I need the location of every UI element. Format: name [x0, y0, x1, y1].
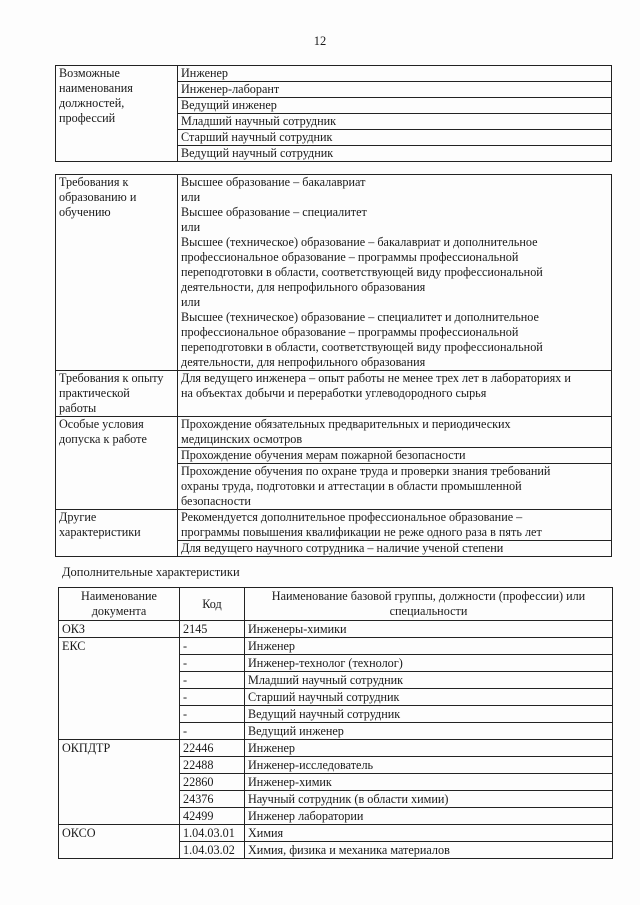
- additional-title: Дополнительные характеристики: [62, 565, 240, 579]
- value-line: Рекомендуется дополнительное профессиональное образование –: [181, 510, 523, 524]
- name-cell: Инженер-исследователь: [245, 757, 613, 774]
- value-line: программы повышения квалификации не реже одного раза в пять лет: [178, 525, 611, 541]
- value-line: Старший научный сотрудник: [178, 130, 611, 146]
- value-line: или: [181, 220, 201, 234]
- code-cell: -: [180, 723, 245, 740]
- row-value: [178, 371, 612, 417]
- value-line: или: [181, 190, 201, 204]
- name-cell: Химия, физика и механика материалов: [245, 842, 613, 859]
- code-cell: -: [180, 672, 245, 689]
- doc-cell: ОКСО: [59, 825, 180, 859]
- doc-cell: ОКПДТР: [59, 740, 180, 825]
- header-doc: [59, 588, 180, 621]
- code-cell: -: [180, 655, 245, 672]
- name-cell: Инженер лаборатории: [245, 808, 613, 825]
- table-row: [59, 621, 613, 638]
- key-line: должностей,: [59, 96, 125, 110]
- key-line: работы: [59, 401, 97, 415]
- key-line: Требования к опыту: [59, 371, 164, 385]
- value-line: профессиональное образование – программы профессиональной: [181, 325, 519, 339]
- key-line: наименования: [59, 81, 133, 95]
- code-cell: -: [180, 706, 245, 723]
- value-line: Прохождение обучения по охране труда и проверки знания требований: [181, 464, 551, 478]
- key-line: практической: [59, 386, 130, 400]
- code-cell: 1.04.03.02: [180, 842, 245, 859]
- value-line: на объектах добычи и переработки углеводородного сырья: [181, 386, 487, 400]
- value-line: Высшее (техническое) образование – специалитет и дополнительное: [181, 310, 539, 324]
- value-line: охраны труда, подготовки и аттестации в области промышленной: [181, 479, 522, 493]
- name-cell: Инженер-технолог (технолог): [245, 655, 613, 672]
- header-line: Наименование: [81, 589, 157, 603]
- name-cell: Ведущий научный сотрудник: [245, 706, 613, 723]
- table-row: [56, 66, 612, 162]
- requirements-table: [55, 174, 612, 557]
- table-row: [56, 417, 612, 510]
- header-code: Код: [180, 588, 245, 621]
- name-cell: Ведущий инженер: [245, 723, 613, 740]
- code-cell: -: [180, 689, 245, 706]
- value-line: Прохождение обязательных предварительных и периодических: [181, 417, 511, 431]
- name-cell: Химия: [245, 825, 613, 842]
- name-cell: Инженер: [245, 740, 613, 757]
- code-cell: 22488: [180, 757, 245, 774]
- table-row: [56, 371, 612, 417]
- name-cell: Инженеры-химики: [245, 621, 613, 638]
- value-line: переподготовки в области, соответствующей виду профессиональной: [181, 265, 543, 279]
- row-key: [56, 510, 178, 557]
- key-line: Возможные: [59, 66, 120, 80]
- key-line: Другие: [59, 510, 97, 524]
- page-number: 12: [313, 34, 327, 48]
- header-line: Наименование базовой группы, должности (профессии) или: [271, 589, 586, 603]
- row-key: [56, 417, 178, 510]
- table-row: [59, 638, 613, 655]
- key-line: обучению: [59, 205, 111, 219]
- doc-cell: ОКЗ: [59, 621, 180, 638]
- name-cell: Научный сотрудник (в области химии): [245, 791, 613, 808]
- name-cell: Старший научный сотрудник: [245, 689, 613, 706]
- name-cell: Младший научный сотрудник: [245, 672, 613, 689]
- row-value: [178, 510, 612, 557]
- value-line: профессиональное образование – программы профессиональной: [181, 250, 519, 264]
- key-line: образованию и: [59, 190, 137, 204]
- value-line: деятельности, для непрофильного образования: [181, 280, 426, 294]
- value-line: медицинских осмотров: [178, 432, 611, 448]
- row-key: [56, 371, 178, 417]
- code-cell: 2145: [180, 621, 245, 638]
- key-line: профессий: [59, 111, 116, 125]
- code-cell: 42499: [180, 808, 245, 825]
- table-header-row: [59, 588, 613, 621]
- code-cell: 22446: [180, 740, 245, 757]
- code-cell: 24376: [180, 791, 245, 808]
- positions-table: [55, 65, 612, 162]
- header-name: [245, 588, 613, 621]
- key-line: Особые условия: [59, 417, 144, 431]
- row-value: [178, 175, 612, 371]
- row-value: [178, 417, 612, 510]
- table-row: [56, 175, 612, 371]
- header-line: документа: [91, 604, 147, 618]
- code-cell: -: [180, 638, 245, 655]
- additional-table: [58, 587, 613, 859]
- row-key: [56, 66, 178, 162]
- name-cell: Инженер: [245, 638, 613, 655]
- value-line: Для ведущего инженера – опыт работы не менее трех лет в лабораториях и: [181, 371, 571, 385]
- row-key: [56, 175, 178, 371]
- code-cell: 1.04.03.01: [180, 825, 245, 842]
- table-row: [56, 510, 612, 557]
- value-line: Прохождение обучения мерам пожарной безопасности: [178, 448, 611, 464]
- value-line: Высшее образование – бакалавриат: [181, 175, 366, 189]
- key-line: характеристики: [59, 525, 141, 539]
- value-line: безопасности: [181, 494, 251, 508]
- key-line: Требования к: [59, 175, 129, 189]
- value-line: переподготовки в области, соответствующей виду профессиональной: [181, 340, 543, 354]
- table-row: [59, 825, 613, 842]
- value-line: Инженер-лаборант: [178, 82, 611, 98]
- value-line: Высшее (техническое) образование – бакалавриат и дополнительное: [181, 235, 538, 249]
- key-line: допуска к работе: [59, 432, 147, 446]
- value-line: Для ведущего научного сотрудника – наличие ученой степени: [181, 541, 504, 555]
- row-value: [178, 66, 612, 162]
- name-cell: Инженер-химик: [245, 774, 613, 791]
- code-cell: 22860: [180, 774, 245, 791]
- value-line: Младший научный сотрудник: [178, 114, 611, 130]
- header-line: специальности: [389, 604, 468, 618]
- value-line: Высшее образование – специалитет: [181, 205, 367, 219]
- value-line: Ведущий инженер: [178, 98, 611, 114]
- value-line: или: [181, 295, 201, 309]
- table-row: [59, 740, 613, 757]
- value-line: Ведущий научный сотрудник: [181, 146, 334, 160]
- doc-cell: ЕКС: [59, 638, 180, 740]
- value-line: деятельности, для непрофильного образования: [181, 355, 426, 369]
- value-line: Инженер: [178, 66, 611, 82]
